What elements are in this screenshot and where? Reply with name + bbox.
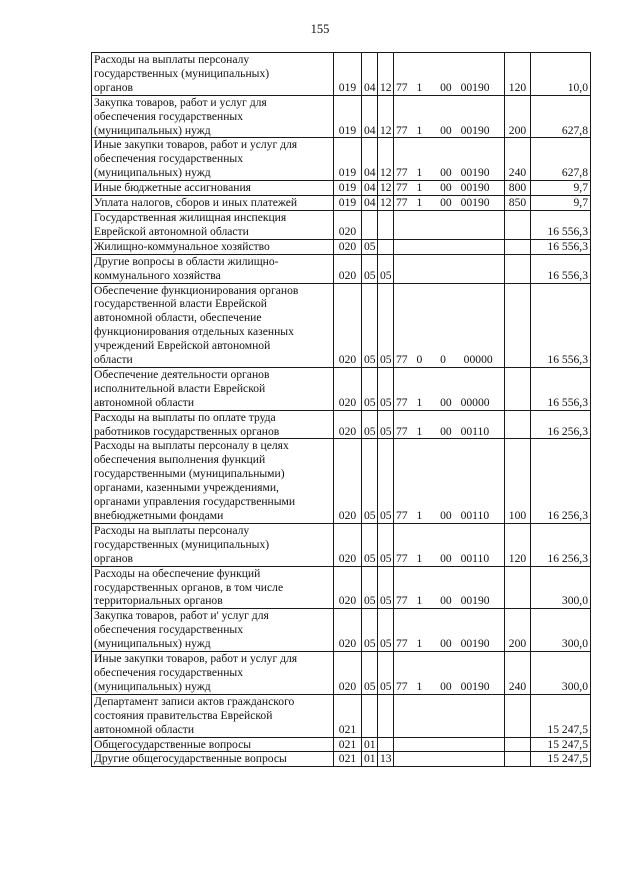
table-row	[92, 210, 591, 239]
admin-code-cell: 019	[334, 181, 362, 196]
table-row	[92, 95, 591, 138]
item-name-cell	[92, 566, 334, 609]
item-name-line: Государственная жилищная инспекция	[94, 210, 287, 224]
table-row	[92, 439, 591, 523]
expense-type-cell: 100	[505, 439, 531, 523]
table-row	[92, 138, 591, 181]
section-code-cell: 01	[362, 737, 378, 752]
item-name-line: Закупка товаров, работ и услуг для	[94, 95, 267, 109]
amount-cell: 627,8	[531, 138, 591, 181]
admin-code-cell: 020	[334, 566, 362, 609]
admin-code-cell: 019	[334, 95, 362, 138]
target-article-cell	[394, 239, 505, 254]
target-article-cell: 77 1 00 00110	[394, 523, 505, 566]
target-article-cell: 77 1 00 00190	[394, 609, 505, 652]
amount-cell: 15 247,5	[531, 694, 591, 737]
item-name-line: (муниципальных) нужд	[94, 637, 211, 651]
item-name-line: государственных (муниципальных)	[94, 66, 270, 80]
item-name-line: Обеспечение функционирования органов	[94, 283, 299, 297]
amount-cell: 15 247,5	[531, 752, 591, 767]
target-article-cell: 77 1 00 00190	[394, 566, 505, 609]
item-name-cell	[92, 694, 334, 737]
expense-type-cell: 240	[505, 138, 531, 181]
section-code-cell: 05	[362, 239, 378, 254]
target-article-cell: 77 1 00 00000	[394, 367, 505, 410]
target-article-cell: 77 1 00 00190	[394, 196, 505, 211]
expense-type-cell: 200	[505, 609, 531, 652]
item-name-cell	[92, 53, 334, 96]
admin-code-cell: 020	[334, 609, 362, 652]
table-row	[92, 737, 591, 752]
item-name-line: органами управления государственными	[94, 495, 296, 509]
item-name-line: (муниципальных) нужд	[94, 679, 211, 693]
table-row	[92, 523, 591, 566]
item-name-line: работников государственных органов	[94, 424, 280, 438]
target-article-cell: 77 1 00 00110	[394, 410, 505, 439]
target-article-cell: 77 1 00 00190	[394, 95, 505, 138]
table-row	[92, 694, 591, 737]
subsection-code-cell: 05	[378, 652, 394, 695]
admin-code-cell: 019	[334, 196, 362, 211]
admin-code-cell: 020	[334, 439, 362, 523]
section-code-cell: 04	[362, 181, 378, 196]
admin-code-cell: 020	[334, 652, 362, 695]
section-code-cell: 05	[362, 523, 378, 566]
expense-type-cell	[505, 694, 531, 737]
target-article-cell	[394, 254, 505, 283]
table-row	[92, 652, 591, 695]
item-name-line: Расходы на выплаты персоналу	[94, 53, 250, 66]
item-name-line: Закупка товаров, работ и' услуг для	[94, 609, 269, 623]
item-name-line: государственной власти Еврейской	[94, 297, 267, 311]
section-code-cell: 05	[362, 439, 378, 523]
item-name-line: автономной области	[94, 722, 195, 736]
target-article-cell: 77 1 00 00190	[394, 181, 505, 196]
table-row	[92, 53, 591, 96]
item-name-cell	[92, 652, 334, 695]
amount-cell: 627,8	[531, 95, 591, 138]
amount-cell: 16 556,3	[531, 367, 591, 410]
subsection-code-cell: 12	[378, 138, 394, 181]
subsection-code-cell: 05	[378, 609, 394, 652]
item-name-line: Другие общегосударственные вопросы	[94, 752, 287, 766]
target-article-cell: 77 1 00 00190	[394, 53, 505, 96]
amount-cell: 9,7	[531, 196, 591, 211]
table-row	[92, 196, 591, 211]
item-name-line: Иные закупки товаров, работ и услуг для	[94, 652, 298, 666]
subsection-code-cell	[378, 737, 394, 752]
item-name-line: (муниципальных) нужд	[94, 166, 211, 180]
item-name-line: органов	[94, 80, 133, 94]
subsection-code-cell: 12	[378, 196, 394, 211]
expense-type-cell	[505, 210, 531, 239]
subsection-code-cell: 12	[378, 181, 394, 196]
table-row	[92, 283, 591, 367]
admin-code-cell: 019	[334, 53, 362, 96]
subsection-code-cell: 13	[378, 752, 394, 767]
item-name-cell	[92, 609, 334, 652]
item-name-line: Общегосударственные вопросы	[94, 737, 252, 751]
section-code-cell: 05	[362, 367, 378, 410]
target-article-cell: 77 0 0 00000	[394, 283, 505, 367]
expense-type-cell	[505, 737, 531, 752]
item-name-cell	[92, 181, 334, 196]
target-article-cell: 77 1 00 00190	[394, 138, 505, 181]
item-name-line: функционирования отдельных казенных	[94, 325, 294, 339]
section-code-cell: 05	[362, 410, 378, 439]
expense-type-cell: 200	[505, 95, 531, 138]
item-name-line: обеспечения государственных	[94, 665, 244, 679]
expense-type-cell	[505, 410, 531, 439]
item-name-line: автономной области, обеспечение	[94, 311, 262, 325]
expense-type-cell	[505, 752, 531, 767]
item-name-line: состояния правительства Еврейской	[94, 708, 273, 722]
section-code-cell: 01	[362, 752, 378, 767]
expense-type-cell: 240	[505, 652, 531, 695]
item-name-line: органами, казенными учреждениями,	[94, 481, 279, 495]
section-code-cell: 05	[362, 283, 378, 367]
item-name-line: Расходы на выплаты персоналу в целях	[94, 439, 289, 453]
item-name-line: Департамент записи актов гражданского	[94, 694, 295, 708]
item-name-line: Обеспечение деятельности органов	[94, 367, 270, 381]
admin-code-cell: 020	[334, 283, 362, 367]
expense-type-cell	[505, 283, 531, 367]
item-name-cell	[92, 752, 334, 767]
item-name-line: исполнительной власти Еврейской	[94, 381, 266, 395]
item-name-line: обеспечения государственных	[94, 623, 244, 637]
item-name-line: обеспечения государственных	[94, 109, 244, 123]
amount-cell: 16 556,3	[531, 239, 591, 254]
admin-code-cell: 021	[334, 737, 362, 752]
target-article-cell	[394, 752, 505, 767]
amount-cell: 300,0	[531, 652, 591, 695]
admin-code-cell: 019	[334, 138, 362, 181]
item-name-line: (муниципальных) нужд	[94, 123, 211, 137]
table-row	[92, 566, 591, 609]
item-name-line: Еврейской автономной области	[94, 224, 249, 238]
item-name-cell	[92, 138, 334, 181]
item-name-line: территориальных органов	[94, 594, 223, 608]
item-name-cell	[92, 95, 334, 138]
subsection-code-cell: 05	[378, 439, 394, 523]
item-name-line: автономной области	[94, 395, 195, 409]
amount-cell: 300,0	[531, 566, 591, 609]
subsection-code-cell	[378, 694, 394, 737]
subsection-code-cell: 05	[378, 523, 394, 566]
section-code-cell: 05	[362, 609, 378, 652]
subsection-code-cell: 12	[378, 53, 394, 96]
item-name-cell	[92, 737, 334, 752]
item-name-cell	[92, 254, 334, 283]
item-name-line: государственными (муниципальными)	[94, 467, 285, 481]
item-name-cell	[92, 523, 334, 566]
section-code-cell	[362, 210, 378, 239]
item-name-cell	[92, 239, 334, 254]
table-row	[92, 609, 591, 652]
amount-cell: 16 556,3	[531, 254, 591, 283]
item-name-line: обеспечения выполнения функций	[94, 453, 266, 467]
table-row	[92, 410, 591, 439]
subsection-code-cell: 05	[378, 410, 394, 439]
section-code-cell: 04	[362, 53, 378, 96]
amount-cell: 16 256,3	[531, 523, 591, 566]
item-name-line: Иные закупки товаров, работ и услуг для	[94, 138, 298, 152]
item-name-line: Уплата налогов, сборов и иных платежей	[94, 196, 298, 210]
item-name-cell	[92, 439, 334, 523]
item-name-line: Жилищно-коммунальное хозяйство	[94, 239, 270, 253]
amount-cell: 15 247,5	[531, 737, 591, 752]
admin-code-cell: 020	[334, 410, 362, 439]
item-name-line: внебюджетными фондами	[94, 509, 224, 522]
item-name-line: учреждений Еврейской автономной	[94, 339, 271, 353]
expense-type-cell	[505, 254, 531, 283]
section-code-cell: 04	[362, 196, 378, 211]
item-name-line: Расходы на выплаты персоналу	[94, 523, 250, 537]
subsection-code-cell: 05	[378, 254, 394, 283]
expense-type-cell	[505, 566, 531, 609]
item-name-line: Расходы на обеспечение функций	[94, 566, 261, 580]
subsection-code-cell: 05	[378, 566, 394, 609]
amount-cell: 10,0	[531, 53, 591, 96]
item-name-line: коммунального хозяйства	[94, 268, 221, 282]
section-code-cell: 05	[362, 254, 378, 283]
amount-cell: 16 556,3	[531, 283, 591, 367]
admin-code-cell: 020	[334, 367, 362, 410]
expense-type-cell: 800	[505, 181, 531, 196]
section-code-cell	[362, 694, 378, 737]
admin-code-cell: 020	[334, 523, 362, 566]
budget-table	[91, 52, 591, 767]
amount-cell: 16 256,3	[531, 410, 591, 439]
admin-code-cell: 021	[334, 694, 362, 737]
item-name-cell	[92, 367, 334, 410]
table-row	[92, 239, 591, 254]
page-number: 155	[310, 22, 330, 36]
subsection-code-cell: 12	[378, 95, 394, 138]
subsection-code-cell	[378, 210, 394, 239]
table-body	[92, 53, 591, 767]
expense-type-cell	[505, 239, 531, 254]
item-name-line: Расходы на выплаты по оплате труда	[94, 410, 276, 424]
admin-code-cell: 020	[334, 254, 362, 283]
section-code-cell: 05	[362, 566, 378, 609]
admin-code-cell: 020	[334, 239, 362, 254]
table-row	[92, 752, 591, 767]
item-name-cell	[92, 410, 334, 439]
admin-code-cell: 021	[334, 752, 362, 767]
item-name-cell	[92, 283, 334, 367]
item-name-line: государственных органов, в том числе	[94, 580, 284, 594]
subsection-code-cell: 05	[378, 283, 394, 367]
table-row	[92, 254, 591, 283]
item-name-line: органов	[94, 551, 133, 565]
table-row	[92, 367, 591, 410]
item-name-line: Другие вопросы в области жилищно-	[94, 254, 279, 268]
section-code-cell: 04	[362, 95, 378, 138]
subsection-code-cell: 05	[378, 367, 394, 410]
target-article-cell: 77 1 00 00110	[394, 439, 505, 523]
item-name-line: обеспечения государственных	[94, 152, 244, 166]
admin-code-cell: 020	[334, 210, 362, 239]
target-article-cell: 77 1 00 00190	[394, 652, 505, 695]
target-article-cell	[394, 737, 505, 752]
amount-cell: 16 256,3	[531, 439, 591, 523]
item-name-cell	[92, 196, 334, 211]
item-name-line: государственных (муниципальных)	[94, 537, 270, 551]
item-name-cell	[92, 210, 334, 239]
section-code-cell: 05	[362, 652, 378, 695]
expense-type-cell	[505, 367, 531, 410]
target-article-cell	[394, 210, 505, 239]
expense-type-cell: 120	[505, 53, 531, 96]
item-name-line: Иные бюджетные ассигнования	[94, 181, 251, 195]
table-row	[92, 181, 591, 196]
amount-cell: 9,7	[531, 181, 591, 196]
amount-cell: 300,0	[531, 609, 591, 652]
section-code-cell: 04	[362, 138, 378, 181]
subsection-code-cell	[378, 239, 394, 254]
amount-cell: 16 556,3	[531, 210, 591, 239]
expense-type-cell: 850	[505, 196, 531, 211]
expense-type-cell: 120	[505, 523, 531, 566]
item-name-line: области	[94, 353, 133, 367]
target-article-cell	[394, 694, 505, 737]
